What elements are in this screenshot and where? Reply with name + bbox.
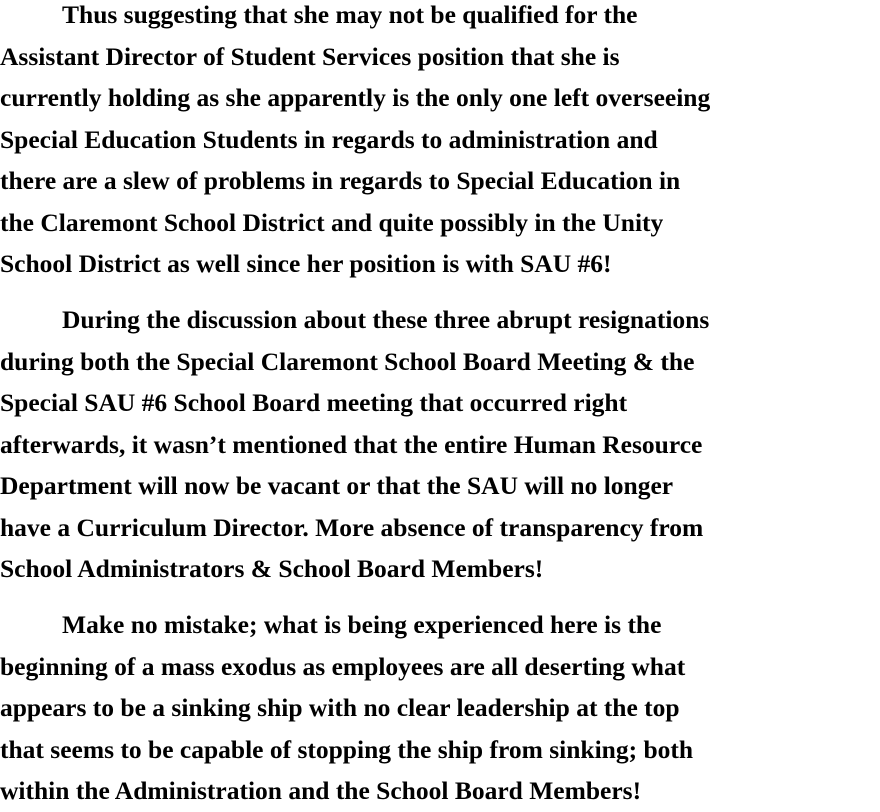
text-line: beginning of a mass exodus as employees are all deserting what (0, 651, 686, 681)
text-line: the Claremont School District and quite possibly in the Unity (0, 207, 664, 237)
text-line: currently holding as she apparently is the only one left overseeing (0, 83, 711, 112)
text-line: afterwards, it wasn’t mentioned that the entire Human Resource (0, 429, 703, 459)
text-line: appears to be a sinking ship with no clear leadership at the top (0, 693, 680, 722)
paragraph-resignations (0, 299, 880, 590)
text-line: that seems to be capable of stopping the ship from sinking; both (0, 734, 694, 764)
text-line: within the Administration and the School Board Members! (0, 776, 642, 805)
text-line: Assistant Director of Student Services position that she is (0, 41, 620, 71)
text-line: Special SAU #6 School Board meeting that occurred right (0, 388, 628, 417)
text-line: Thus suggesting that she may not be qualified for the (62, 0, 638, 29)
text-line: During the discussion about these three abrupt resignations (62, 305, 710, 334)
text-line: Special Education Students in regards to administration and (0, 124, 658, 154)
text-line: Department will now be vacant or that the SAU will no longer (0, 471, 674, 500)
text-line: during both the Special Claremont School Board Meeting & the (0, 346, 695, 376)
text-line: Make no mistake; what is being experienced here is the (62, 610, 662, 639)
text-line: have a Curriculum Director. More absence of transparency from (0, 512, 704, 542)
text-line: School Administrators & School Board Members! (0, 554, 544, 583)
paragraph-qualification (0, 0, 880, 285)
text-line: School District as well since her position is with SAU #6! (0, 249, 612, 278)
paragraph-exodus (0, 604, 880, 812)
text-line: there are a slew of problems in regards to Special Education in (0, 166, 681, 195)
